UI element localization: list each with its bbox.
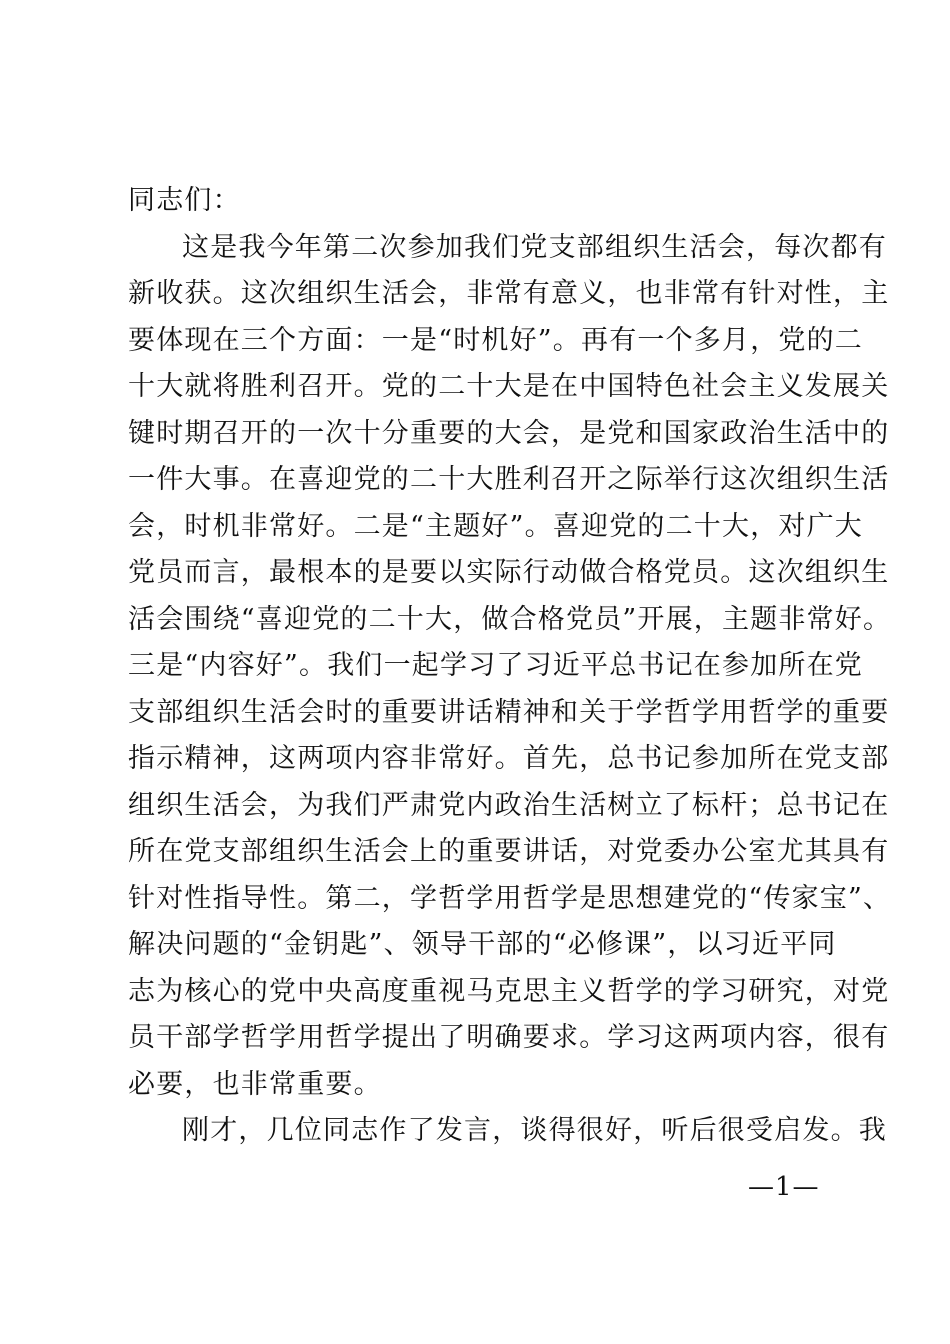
paragraph-1-line-15: 针对性指导性。第二，学哲学用哲学是思想建党的“传家宝”、 (128, 882, 892, 914)
paragraph-1-line-5: 键时期召开的一次十分重要的大会，是党和国家政治生活中的 (128, 417, 890, 449)
paragraph-1-line-16: 解决问题的“金钥匙”、领导干部的“必修课”，以习近平同 (128, 929, 837, 960)
paragraph-1-line-3: 要体现在三个方面：一是“时机好”。再有一个多月，党的二 (128, 324, 864, 356)
paragraph-1-line-2: 新收获。这次组织生活会，非常有意义，也非常有针对性，主 (128, 278, 890, 309)
paragraph-1-line-14: 所在党支部组织生活会上的重要讲话，对党委办公室尤其具有 (128, 836, 890, 867)
paragraph-1-line-10: 三是“内容好”。我们一起学习了习近平总书记在参加所在党 (128, 650, 864, 681)
paragraph-1-line-13: 组织生活会，为我们严肃党内政治生活树立了标杆；总书记在 (128, 789, 890, 821)
paragraph-1-line-9: 活会围绕“喜迎党的二十大，做合格党员”开展，主题非常好。 (128, 603, 892, 635)
paragraph-1-line-17: 志为核心的党中央高度重视马克思主义哲学的学习研究，对党 (128, 975, 890, 1007)
paragraph-1-line-18: 员干部学哲学用哲学提出了明确要求。学习这两项内容，很有 (128, 1022, 890, 1053)
paragraph-1-line-1: 这是我今年第二次参加我们党支部组织生活会，每次都有 (182, 231, 887, 263)
salutation: 同志们： (128, 185, 241, 216)
paragraph-1-line-4: 十大就将胜利召开。党的二十大是在中国特色社会主义发展关 (128, 371, 890, 402)
paragraph-1-line-12: 指示精神，这两项内容非常好。首先，总书记参加所在党支部 (128, 743, 890, 774)
paragraph-1-line-8: 党员而言，最根本的是要以实际行动做合格党员。这次组织生 (128, 557, 890, 588)
paragraph-1-line-19: 必要，也非常重要。 (128, 1068, 382, 1100)
page-number: —1— (748, 1172, 820, 1202)
document-body (128, 178, 892, 1155)
paragraph-1-line-7: 会，时机非常好。二是“主题好”。喜迎党的二十大，对广大 (128, 510, 864, 542)
paragraph-2-line-1: 刚才，几位同志作了发言，谈得很好，听后很受启发。我 (182, 1115, 887, 1146)
paragraph-1-line-6: 一件大事。在喜迎党的二十大胜利召开之际举行这次组织生活 (128, 464, 890, 495)
paragraph-1-line-11: 支部组织生活会时的重要讲话精神和关于学哲学用哲学的重要 (128, 696, 890, 728)
